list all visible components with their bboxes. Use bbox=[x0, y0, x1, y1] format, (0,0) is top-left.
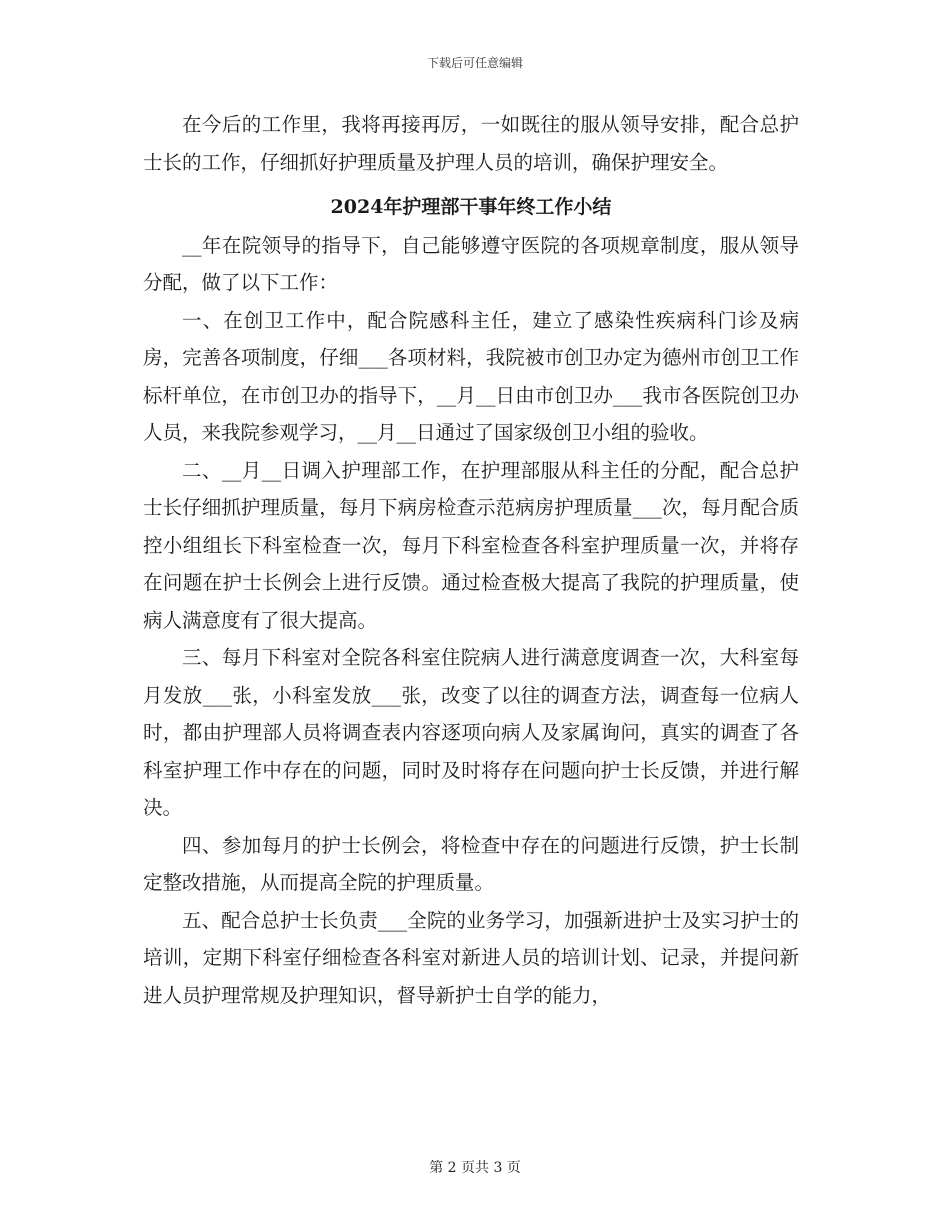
paragraph-1: 一、在创卫工作中，配合院感科主任，建立了感染性疾病科门诊及病房，完善各项制度，仔细___各项材料，我院被市创卫办定为德州市创卫工作标杆单位，在市创卫办的指导下，__月__日由市创卫办___我市各医院创卫办人员，来我院参观学习，__月__日通过了国家级创卫小组的验收。 bbox=[143, 308, 799, 444]
paragraph-4: 四、参加每月的护士长例会，将检查中存在的问题进行反馈，护士长制定整改措施，从而提高全院的护理质量。 bbox=[143, 833, 799, 894]
paragraph-5: 五、配合总护士长负责___全院的业务学习，加强新进护士及实习护士的培训，定期下科室仔细检查各科室对新进人员的培训计划、记录，并提问新进人员护理常规及护理知识，督导新护士自学的能力， bbox=[143, 908, 799, 1007]
page-footer: 第 2 页共 3 页 bbox=[429, 1160, 521, 1176]
intro-paragraph: 在今后的工作里，我将再接再厉，一如既往的服从领导安排，配合总护士长的工作，仔细抓好护理质量及护理人员的培训，确保护理安全。 bbox=[143, 113, 799, 174]
paragraph-0: __年在院领导的指导下，自己能够遵守医院的各项规章制度，服从领导分配，做了以下工作： bbox=[143, 233, 799, 294]
paragraph-2: 二、__月__日调入护理部工作，在护理部服从科主任的分配，配合总护士长仔细抓护理质量，每月下病房检查示范病房护理质量___次，每月配合质控小组组长下科室检查一次，每月下科室检查各科室护理质量一次，并将存在问题在护士长例会上进行反馈。通过检查极大提高了我院的护理质量，使病人满意度有了很大提高。 bbox=[143, 458, 799, 632]
paragraph-3: 三、每月下科室对全院各科室住院病人进行满意度调查一次，大科室每月发放___张，小科室发放___张，改变了以往的调查方法，调查每一位病人时，都由护理部人员将调查表内容逐项向病人及家属询问，真实的调查了各科室护理工作中存在的问题，同时及时将存在问题向护士长反馈，并进行解决。 bbox=[143, 646, 799, 819]
page-header: 下载后可任意编辑 bbox=[426, 56, 523, 70]
document-body bbox=[143, 106, 799, 1014]
document-title: 2024年护理部干事年终工作小结 bbox=[330, 196, 612, 218]
